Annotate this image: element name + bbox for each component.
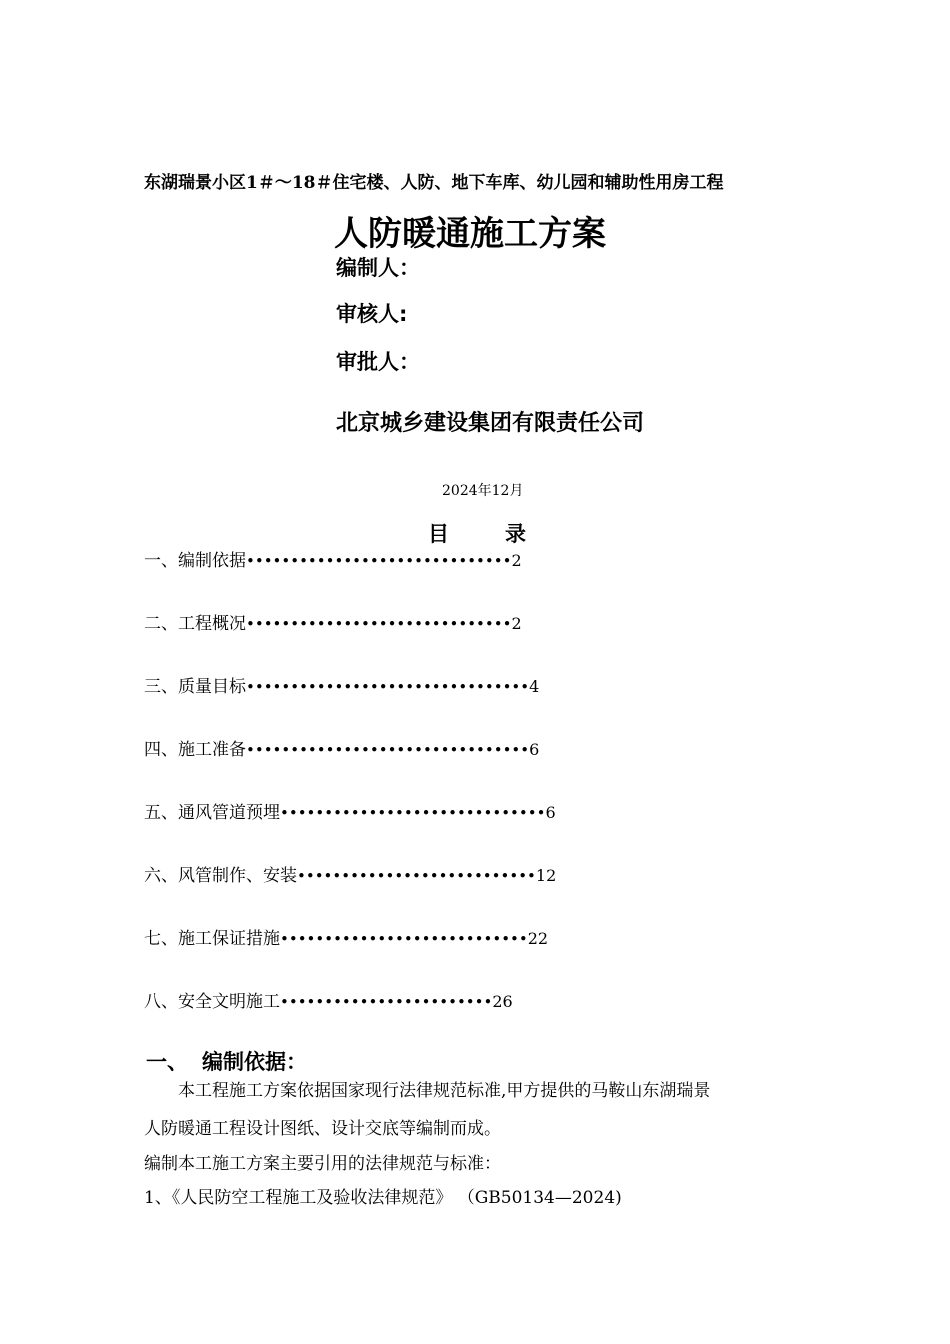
toc-entry[interactable] (144, 672, 539, 697)
toc-leader-dots: •••••••••••••••••••••••• (280, 993, 493, 1011)
document-title: 人防暖通施工方案 (334, 214, 606, 254)
toc-leader-dots: •••••••••••••••••••••••••••••••• (246, 741, 530, 759)
toc-heading-left: 目 (428, 522, 449, 546)
toc-page-number: 26 (492, 992, 513, 1011)
toc-page-number: 12 (535, 866, 557, 885)
toc-entry-label: 七、施工保证措施 (144, 929, 280, 949)
project-title: 东湖瑞景小区1＃～18＃住宅楼、人防、地下车库、幼儿园和辅助性用房工程 (144, 173, 724, 193)
toc-entry-label: 六、风管制作、安装 (144, 866, 297, 886)
toc-entry-label: 五、通风管道预埋 (144, 803, 280, 823)
toc-leader-dots: •••••••••••••••••••••••••••••• (246, 552, 512, 570)
toc-entry-label: 三、质量目标 (144, 677, 246, 697)
paragraph-line: 本工程施工方案依据国家现行法律规范标准,甲方提供的马鞍山东湖瑞景 (178, 1081, 711, 1101)
toc-leader-dots: •••••••••••••••••••••••••••••• (280, 804, 546, 822)
toc-page-number: 2 (511, 614, 522, 633)
toc-heading-right: 录 (505, 522, 526, 546)
toc-entry[interactable] (144, 861, 556, 886)
paragraph: 编制本工施工方案主要引用的法律规范与标准： (144, 1154, 501, 1174)
approver-label: 审批人： (336, 350, 420, 374)
toc-entry[interactable] (144, 735, 539, 760)
toc-page-number: 6 (545, 803, 556, 822)
toc-page-number: 2 (511, 551, 522, 570)
toc-leader-dots: ••••••••••••••••••••••••••• (297, 867, 536, 885)
toc-leader-dots: •••••••••••••••••••••••••••• (280, 930, 528, 948)
reference-item: 1、《人民防空工程施工及验收法律规范》 （GB50134—2024) (144, 1188, 622, 1208)
toc-page-number: 4 (529, 677, 540, 696)
company-name: 北京城乡建设集团有限责任公司 (336, 411, 645, 436)
toc-entry-label: 二、工程概况 (144, 614, 246, 634)
section-heading (146, 1046, 307, 1076)
reviewer-label: 审核人: (336, 302, 408, 326)
toc-entry-label: 四、施工准备 (144, 740, 246, 760)
toc-page-number: 22 (527, 929, 549, 948)
toc-leader-dots: •••••••••••••••••••••••••••••••• (246, 678, 530, 696)
toc-page-number: 6 (529, 740, 540, 759)
toc-heading (428, 518, 526, 548)
toc-entry-label: 八、安全文明施工 (144, 992, 280, 1012)
compiler-label: 编制人： (336, 256, 420, 280)
document-date: 2024年12月 (442, 483, 524, 499)
section-number: 一、 (146, 1050, 188, 1074)
toc-leader-dots: •••••••••••••••••••••••••••••• (246, 615, 512, 633)
toc-entry-label: 一、编制依据 (144, 551, 246, 571)
toc-entry[interactable] (144, 609, 522, 634)
toc-entry[interactable] (144, 987, 513, 1012)
toc-entry[interactable] (144, 546, 522, 571)
paragraph-line: 人防暖通工程设计图纸、设计交底等编制而成。 (144, 1119, 501, 1139)
section-title: 编制依据： (202, 1050, 307, 1074)
toc-entry[interactable] (144, 924, 548, 949)
toc-entry[interactable] (144, 798, 556, 823)
